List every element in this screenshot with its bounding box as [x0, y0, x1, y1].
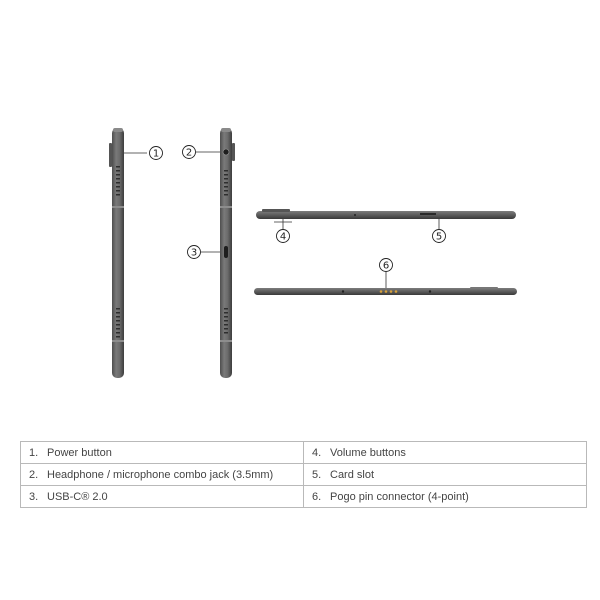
callout-5 [433, 230, 446, 243]
callout-3 [188, 246, 201, 259]
callout-6 [380, 259, 393, 272]
legend-table [20, 441, 587, 508]
callout-1 [150, 147, 163, 160]
legend-item-6: 6. Pogo pin connector (4-point) [304, 486, 587, 508]
svg-text:3: 3 [190, 247, 198, 259]
bottom-edge-view [254, 272, 517, 295]
legend-item-1: 1. Power button [21, 442, 304, 464]
table-row [21, 486, 587, 508]
audio-jack-shape [223, 149, 229, 155]
usb-c-port-shape [224, 246, 228, 258]
legend-item-5: 5. Card slot [304, 464, 587, 486]
svg-text:4: 4 [279, 231, 287, 243]
top-edge-view [256, 209, 516, 229]
legend-item-3: 3. USB-C® 2.0 [21, 486, 304, 508]
svg-text:6: 6 [382, 260, 390, 272]
table-row [21, 464, 587, 486]
svg-text:1: 1 [152, 148, 160, 160]
svg-text:5: 5 [435, 231, 443, 243]
legend-item-2: 2. Headphone / microphone combo jack (3.5mm) [21, 464, 304, 486]
right-side-view [196, 128, 235, 378]
volume-buttons-shape [262, 209, 290, 212]
svg-text:2: 2 [185, 147, 193, 159]
callout-2 [183, 146, 196, 159]
card-slot-shape [420, 213, 436, 215]
left-side-view [109, 128, 147, 378]
table-row [21, 442, 587, 464]
legend-item-4: 4. Volume buttons [304, 442, 587, 464]
callout-4 [277, 230, 290, 243]
power-button-shape [109, 143, 112, 167]
